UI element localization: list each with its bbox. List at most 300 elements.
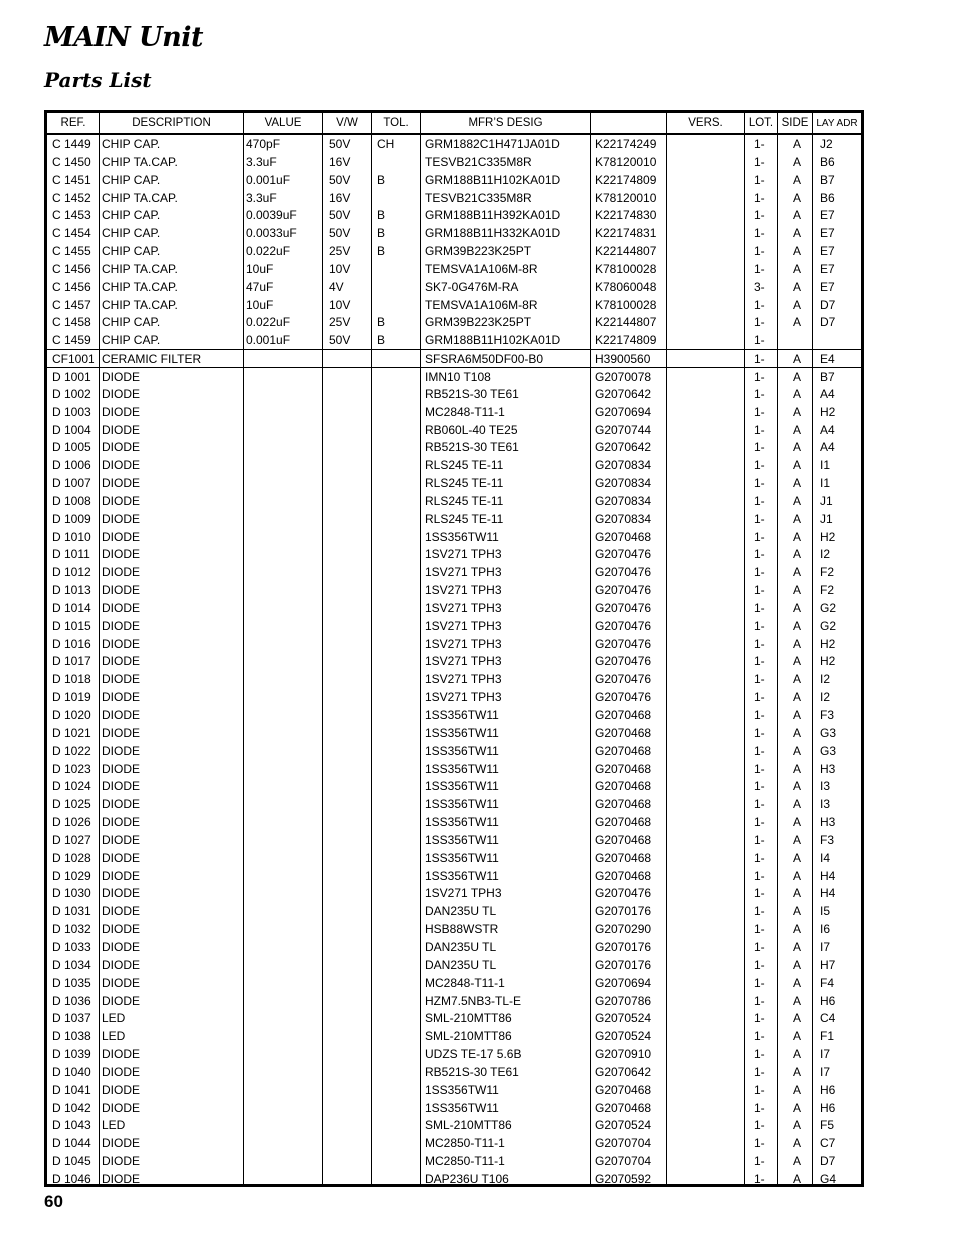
cell-ref: C 1452 — [52, 190, 91, 205]
cell-tol: B — [377, 315, 386, 330]
cell-value — [246, 581, 321, 599]
cell-description: DIODE — [102, 1136, 141, 1151]
header-lot: LOT. — [748, 117, 774, 129]
table-row — [47, 528, 861, 546]
cell-lay-adr: H6 — [820, 1100, 836, 1115]
cell-description: DIODE — [102, 725, 141, 740]
cell-part-code: K78120010 — [595, 154, 657, 169]
header-value: VALUE — [264, 117, 302, 129]
cell-lay-adr: H4 — [820, 886, 836, 901]
table-row — [47, 974, 861, 992]
cell-lot: 1- — [754, 333, 765, 348]
cell-lay-adr: G2 — [820, 618, 837, 633]
cell-value — [246, 438, 321, 456]
cell-description: DIODE — [102, 440, 141, 455]
cell-vw — [329, 849, 374, 867]
table-row — [47, 1152, 861, 1170]
cell-ref: C 1450 — [52, 154, 91, 169]
cell-part-code: G2070290 — [595, 922, 652, 937]
cell-lot: 1- — [754, 1011, 765, 1026]
cell-value — [246, 474, 321, 492]
cell-vers — [669, 242, 743, 260]
cell-part-code: K78100028 — [595, 297, 657, 312]
cell-description: DIODE — [102, 1064, 141, 1079]
cell-description: DIODE — [102, 993, 141, 1008]
cell-description: DIODE — [102, 832, 141, 847]
cell-mfr-desig: 1SV271 TPH3 — [425, 886, 502, 901]
cell-description: DIODE — [102, 957, 141, 972]
table-row — [47, 242, 861, 260]
cell-lay-adr: H3 — [820, 815, 836, 830]
header-vw: V/W — [336, 117, 358, 129]
cell-lot: 1- — [754, 868, 765, 883]
cell-part-code: G2070694 — [595, 404, 652, 419]
cell-value — [246, 1027, 321, 1045]
table-row — [47, 171, 861, 189]
cell-ref: D 1042 — [52, 1100, 91, 1115]
cell-lot: 1- — [754, 476, 765, 491]
cell-vers — [669, 902, 743, 920]
cell-part-code: K78120010 — [595, 190, 657, 205]
cell-mfr-desig: SML-210MTT86 — [425, 1118, 512, 1133]
cell-vers — [669, 296, 743, 314]
cell-ref: D 1045 — [52, 1154, 91, 1169]
cell-vers — [669, 724, 743, 742]
cell-lot: 3- — [754, 279, 765, 294]
cell-part-code: G2070834 — [595, 493, 652, 508]
cell-tol: B — [377, 172, 386, 187]
cell-vers — [669, 456, 743, 474]
cell-tol — [377, 1152, 417, 1170]
header-description: DESCRIPTION — [132, 117, 211, 129]
table-row — [47, 189, 861, 207]
cell-ref: D 1039 — [52, 1047, 91, 1062]
cell-side: A — [792, 1118, 801, 1133]
cell-ref: D 1012 — [52, 565, 91, 580]
table-row — [47, 1081, 861, 1099]
table-row — [47, 296, 861, 314]
cell-side: A — [792, 1171, 801, 1186]
cell-mfr-desig: TESVB21C335M8R — [425, 190, 532, 205]
cell-mfr-desig: SK7-0G476M-RA — [425, 279, 519, 294]
cell-vw — [329, 1152, 374, 1170]
cell-vers — [669, 1045, 743, 1063]
cell-mfr-desig: 1SS356TW11 — [425, 708, 499, 722]
table-row — [47, 670, 861, 688]
cell-value — [246, 956, 321, 974]
cell-value: 470pF — [246, 137, 281, 151]
cell-ref: C 1453 — [52, 208, 91, 223]
cell-vers — [669, 920, 743, 938]
cell-vw — [329, 902, 374, 920]
cell-vers — [669, 867, 743, 885]
cell-ref: D 1010 — [52, 529, 91, 544]
cell-vw — [329, 974, 374, 992]
cell-vers — [669, 742, 743, 760]
cell-vw — [329, 813, 374, 831]
cell-lot: 1- — [754, 815, 765, 830]
cell-part-code: G2070468 — [595, 850, 652, 865]
cell-side: A — [792, 547, 801, 562]
cell-value — [246, 992, 321, 1010]
cell-vw — [329, 742, 374, 760]
cell-side: A — [792, 226, 801, 241]
cell-lot: 1- — [754, 458, 765, 473]
cell-tol — [377, 385, 417, 403]
cell-side: A — [792, 1136, 801, 1151]
cell-lot: 1- — [754, 297, 765, 312]
cell-mfr-desig: DAN235U TL — [425, 957, 497, 972]
cell-mfr-desig: TESVB21C335M8R — [425, 154, 532, 169]
cell-ref: D 1024 — [52, 779, 91, 794]
cell-side: A — [792, 654, 801, 669]
cell-part-code: H3900560 — [595, 352, 651, 367]
table-row — [47, 902, 861, 920]
cell-value — [246, 368, 321, 386]
cell-side: A — [792, 529, 801, 544]
cell-tol — [377, 599, 417, 617]
cell-ref: C 1451 — [52, 172, 91, 187]
cell-tol — [377, 652, 417, 670]
cell-vers — [669, 1099, 743, 1117]
cell-value — [246, 456, 321, 474]
cell-lay-adr: F1 — [820, 1029, 835, 1044]
cell-mfr-desig: 1SS356TW11 — [425, 850, 499, 865]
cell-vw — [329, 510, 374, 528]
cell-lot: 1- — [754, 690, 765, 705]
cell-ref: D 1005 — [52, 440, 91, 455]
cell-part-code: G2070468 — [595, 743, 652, 758]
cell-tol — [377, 1116, 417, 1134]
cell-description: CHIP CAP. — [102, 333, 161, 348]
cell-vers — [669, 153, 743, 171]
cell-ref: D 1022 — [52, 743, 91, 758]
cell-vers — [669, 368, 743, 386]
cell-tol — [377, 563, 417, 581]
cell-mfr-desig: 1SS356TW11 — [425, 779, 499, 794]
cell-lot: 1- — [754, 511, 765, 526]
page-title: MAIN Unit — [44, 22, 203, 53]
cell-lay-adr: A4 — [820, 422, 835, 437]
cell-tol — [377, 1134, 417, 1152]
cell-ref: C 1459 — [52, 333, 91, 348]
cell-value: 0.022uF — [246, 244, 291, 259]
cell-part-code: G2070176 — [595, 904, 652, 919]
cell-tol — [377, 724, 417, 742]
cell-part-code: G2070694 — [595, 975, 652, 990]
cell-lay-adr: E7 — [820, 208, 835, 223]
cell-ref: D 1030 — [52, 886, 91, 901]
cell-side: A — [792, 1047, 801, 1062]
table-row — [47, 331, 861, 349]
cell-part-code: G2070468 — [595, 1082, 652, 1097]
cell-part-code: G2070642 — [595, 1064, 652, 1079]
cell-part-code: K22174831 — [595, 226, 657, 241]
cell-ref: D 1031 — [52, 904, 91, 919]
cell-part-code: G2070468 — [595, 1100, 652, 1115]
cell-vw — [329, 1009, 374, 1027]
cell-vers — [669, 617, 743, 635]
cell-value — [246, 670, 321, 688]
cell-lot: 1- — [754, 404, 765, 419]
cell-ref: D 1038 — [52, 1029, 91, 1044]
cell-lot: 1- — [754, 886, 765, 901]
cell-vw — [329, 492, 374, 510]
cell-side: A — [792, 975, 801, 990]
cell-part-code: G2070476 — [595, 654, 652, 669]
cell-side: A — [792, 352, 801, 367]
cell-description: DIODE — [102, 868, 141, 883]
table-row — [47, 652, 861, 670]
cell-mfr-desig: RLS245 TE-11 — [425, 493, 504, 508]
cell-mfr-desig: HZM7.5NB3-TL-E — [425, 993, 522, 1008]
cell-value — [246, 1081, 321, 1099]
cell-value — [246, 867, 321, 885]
cell-description: DIODE — [102, 386, 141, 401]
cell-side: A — [792, 957, 801, 972]
cell-part-code: G2070476 — [595, 690, 652, 705]
cell-part-code: G2070468 — [595, 779, 652, 794]
cell-description: DIODE — [102, 1047, 141, 1062]
cell-side: A — [792, 815, 801, 830]
cell-lot: 1- — [754, 672, 765, 687]
cell-part-code: K22174809 — [595, 333, 657, 348]
cell-description: DIODE — [102, 761, 141, 776]
table-row — [47, 724, 861, 742]
cell-value — [246, 652, 321, 670]
cell-lot: 1- — [754, 261, 765, 276]
cell-ref: D 1032 — [52, 922, 91, 937]
cell-lay-adr: G4 — [820, 1171, 837, 1186]
cell-vers — [669, 313, 743, 331]
cell-value — [246, 724, 321, 742]
cell-mfr-desig: UDZS TE-17 5.6B — [425, 1047, 522, 1062]
cell-mfr-desig: SML-210MTT86 — [425, 1011, 512, 1026]
cell-part-code: G2070704 — [595, 1136, 652, 1151]
table-header — [47, 113, 861, 135]
cell-mfr-desig: TEMSVA1A106M-8R — [425, 297, 538, 312]
cell-part-code: G2070078 — [595, 369, 652, 384]
cell-side: A — [792, 708, 801, 722]
cell-vers — [669, 635, 743, 653]
cell-lot: 1- — [754, 600, 765, 615]
cell-part-code: G2070524 — [595, 1011, 652, 1026]
cell-lay-adr: G3 — [820, 725, 837, 740]
cell-description: DIODE — [102, 672, 141, 687]
cell-description: LED — [102, 1011, 126, 1026]
cell-vw — [329, 884, 374, 902]
table-row — [47, 813, 861, 831]
table-row — [47, 438, 861, 456]
table-row — [47, 421, 861, 439]
cell-tol — [377, 777, 417, 795]
cell-vw: 25V — [329, 244, 351, 259]
cell-side: A — [792, 137, 801, 151]
cell-ref: D 1011 — [52, 547, 90, 562]
cell-lot: 1- — [754, 1171, 765, 1186]
cell-lay-adr: I2 — [820, 690, 831, 705]
cell-vw: 50V — [329, 208, 351, 223]
cell-lot: 1- — [754, 1118, 765, 1133]
cell-description: DIODE — [102, 583, 141, 598]
cell-side: A — [792, 565, 801, 580]
cell-description: DIODE — [102, 600, 141, 615]
cell-tol — [377, 1099, 417, 1117]
cell-ref: D 1044 — [52, 1136, 91, 1151]
table-row — [47, 777, 861, 795]
cell-lay-adr: H6 — [820, 1082, 836, 1097]
cell-lot: 1- — [754, 208, 765, 223]
cell-part-code: K22174830 — [595, 208, 657, 223]
cell-lay-adr: H2 — [820, 636, 836, 651]
cell-description: CHIP CAP. — [102, 226, 161, 241]
cell-part-code: G2070524 — [595, 1118, 652, 1133]
cell-vers — [669, 938, 743, 956]
table-row — [47, 760, 861, 778]
cell-value — [246, 795, 321, 813]
cell-description: DIODE — [102, 1100, 141, 1115]
cell-value — [246, 635, 321, 653]
cell-value — [246, 1045, 321, 1063]
cell-lot: 1- — [754, 226, 765, 241]
cell-lay-adr: F4 — [820, 975, 835, 990]
table-row — [47, 795, 861, 813]
cell-vers — [669, 706, 743, 724]
cell-ref: C 1449 — [52, 137, 91, 151]
cell-mfr-desig: 1SV271 TPH3 — [425, 672, 502, 687]
table-row — [47, 688, 861, 706]
cell-side: A — [792, 904, 801, 919]
cell-vers — [669, 884, 743, 902]
cell-description: DIODE — [102, 636, 141, 651]
cell-vers — [669, 438, 743, 456]
cell-side: A — [792, 154, 801, 169]
cell-mfr-desig: 1SS356TW11 — [425, 832, 499, 847]
cell-value: 0.0039uF — [246, 208, 297, 223]
cell-lot: 1- — [754, 547, 765, 562]
table-row — [47, 599, 861, 617]
cell-mfr-desig: 1SS356TW11 — [425, 725, 499, 740]
cell-value — [246, 1152, 321, 1170]
cell-ref: D 1033 — [52, 939, 91, 954]
table-row — [47, 1170, 861, 1188]
cell-description: DIODE — [102, 404, 141, 419]
table-row — [47, 313, 861, 331]
cell-ref: D 1017 — [52, 654, 91, 669]
table-row — [47, 867, 861, 885]
cell-vw — [329, 795, 374, 813]
cell-lot: 1- — [754, 993, 765, 1008]
cell-lay-adr — [820, 331, 860, 349]
cell-mfr-desig: GRM188B11H102KA01D — [425, 172, 561, 187]
cell-value — [246, 688, 321, 706]
cell-ref: D 1034 — [52, 957, 91, 972]
cell-mfr-desig: TEMSVA1A106M-8R — [425, 261, 538, 276]
cell-mfr-desig: GRM1882C1H471JA01D — [425, 137, 560, 151]
cell-ref: D 1040 — [52, 1064, 91, 1079]
cell-description: DIODE — [102, 529, 141, 544]
cell-vers — [669, 135, 743, 153]
cell-lot: 1- — [754, 618, 765, 633]
cell-value: 0.001uF — [246, 333, 291, 348]
cell-part-code: G2070476 — [595, 600, 652, 615]
cell-tol — [377, 849, 417, 867]
cell-vers — [669, 224, 743, 242]
cell-lot: 1- — [754, 957, 765, 972]
cell-vers — [669, 831, 743, 849]
cell-description: CHIP CAP. — [102, 315, 161, 330]
cell-part-code: G2070176 — [595, 939, 652, 954]
cell-vw — [329, 456, 374, 474]
cell-mfr-desig: 1SS356TW11 — [425, 815, 499, 830]
cell-vers — [669, 510, 743, 528]
cell-vw — [329, 421, 374, 439]
table-row — [47, 563, 861, 581]
cell-tol — [377, 617, 417, 635]
cell-description: LED — [102, 1029, 126, 1044]
cell-vers — [669, 492, 743, 510]
cell-part-code: G2070642 — [595, 440, 652, 455]
cell-description: DIODE — [102, 476, 141, 491]
cell-vers — [669, 474, 743, 492]
cell-side: A — [792, 297, 801, 312]
cell-vers — [669, 974, 743, 992]
cell-lot: 1- — [754, 779, 765, 794]
cell-description: DIODE — [102, 547, 141, 562]
cell-ref: D 1027 — [52, 832, 91, 847]
cell-side: A — [792, 761, 801, 776]
header-vers: VERS. — [688, 117, 723, 129]
cell-vers — [669, 581, 743, 599]
cell-part-code: G2070834 — [595, 511, 652, 526]
table-row — [47, 385, 861, 403]
cell-vers — [669, 688, 743, 706]
cell-part-code: G2070468 — [595, 708, 652, 722]
cell-value — [246, 831, 321, 849]
cell-tol — [377, 545, 417, 563]
cell-description: DIODE — [102, 708, 141, 722]
cell-vers — [669, 1027, 743, 1045]
cell-part-code: G2070476 — [595, 583, 652, 598]
cell-ref: D 1018 — [52, 672, 91, 687]
cell-tol — [377, 831, 417, 849]
cell-mfr-desig: MC2848-T11-1 — [425, 975, 505, 990]
cell-value — [246, 421, 321, 439]
cell-description: DIODE — [102, 904, 141, 919]
cell-lay-adr: H3 — [820, 761, 836, 776]
cell-lot: 1- — [754, 708, 765, 722]
cell-mfr-desig: RLS245 TE-11 — [425, 458, 504, 473]
cell-vw — [329, 760, 374, 778]
cell-ref: D 1015 — [52, 618, 91, 633]
cell-ref: D 1023 — [52, 761, 91, 776]
cell-tol — [377, 403, 417, 421]
cell-side: A — [792, 1064, 801, 1079]
cell-lot: 1- — [754, 636, 765, 651]
cell-part-code: G2070468 — [595, 797, 652, 812]
table-row — [47, 617, 861, 635]
cell-lot: 1- — [754, 352, 765, 367]
cell-description: DIODE — [102, 797, 141, 812]
cell-value — [246, 849, 321, 867]
cell-value: 10uF — [246, 297, 274, 312]
cell-vers — [669, 956, 743, 974]
cell-lay-adr: E7 — [820, 279, 835, 294]
cell-lot: 1- — [754, 386, 765, 401]
cell-side: A — [792, 636, 801, 651]
cell-lot: 1- — [754, 797, 765, 812]
cell-part-code: G2070786 — [595, 993, 652, 1008]
